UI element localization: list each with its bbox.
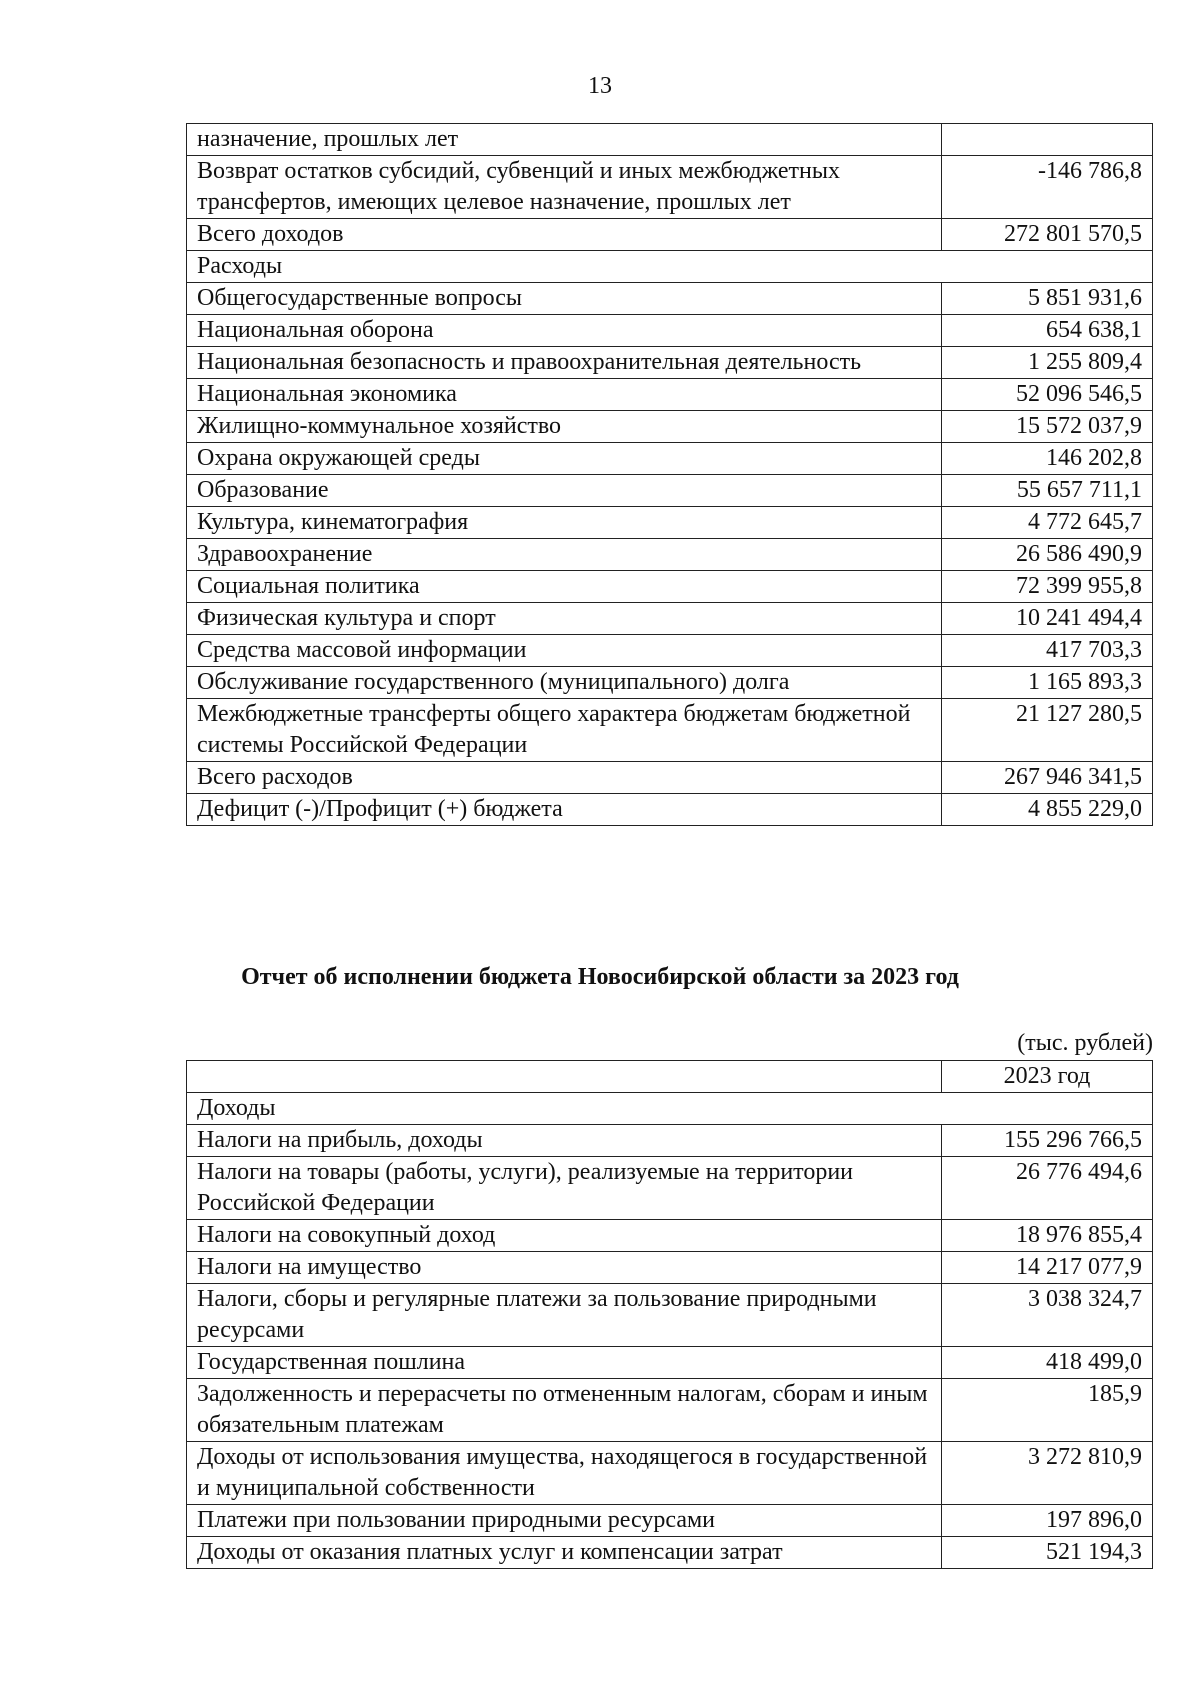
row-label-cell: Национальная безопасность и правоохранительная деятельность (187, 347, 942, 379)
row-value-cell (942, 124, 1153, 156)
table-header-row (187, 1061, 1153, 1093)
table-row (187, 1379, 1153, 1442)
row-label-cell: Социальная политика (187, 571, 942, 603)
table-row (187, 1220, 1153, 1252)
row-label-cell: Жилищно-коммунальное хозяйство (187, 411, 942, 443)
row-label-cell: Национальная оборона (187, 315, 942, 347)
budget-report-table (186, 1060, 1153, 1569)
row-label-cell: Задолженность и перерасчеты по отмененным налогам, сборам и иным обязательным платежам (187, 1379, 942, 1442)
table-row (187, 1093, 1153, 1125)
table-row (187, 156, 1153, 219)
row-label-cell: Налоги, сборы и регулярные платежи за пользование природными ресурсами (187, 1284, 942, 1347)
row-label-cell: Здравоохранение (187, 539, 942, 571)
row-label-cell: Налоги на совокупный доход (187, 1220, 942, 1252)
table-row (187, 762, 1153, 794)
section-title: Отчет об исполнении бюджета Новосибирской области за 2023 год (241, 964, 959, 990)
row-value-cell: 3 038 324,7 (942, 1284, 1153, 1347)
table-row (187, 1125, 1153, 1157)
row-label-cell: назначение, прошлых лет (187, 124, 942, 156)
row-label-cell: Платежи при пользовании природными ресурсами (187, 1505, 942, 1537)
table-row (187, 1284, 1153, 1347)
row-value-cell: 26 586 490,9 (942, 539, 1153, 571)
row-value-cell: 185,9 (942, 1379, 1153, 1442)
table-row (187, 667, 1153, 699)
row-value-cell: 1 255 809,4 (942, 347, 1153, 379)
table-row (187, 603, 1153, 635)
table-row (187, 1442, 1153, 1505)
row-value-cell: 654 638,1 (942, 315, 1153, 347)
row-label-cell: Охрана окружающей среды (187, 443, 942, 475)
table-row (187, 507, 1153, 539)
table-row (187, 1347, 1153, 1379)
row-value-cell: 272 801 570,5 (942, 219, 1153, 251)
table-row (187, 219, 1153, 251)
row-value-cell: 418 499,0 (942, 1347, 1153, 1379)
table-row (187, 699, 1153, 762)
row-label-cell: Государственная пошлина (187, 1347, 942, 1379)
row-value-cell: 55 657 711,1 (942, 475, 1153, 507)
row-label-cell: Межбюджетные трансферты общего характера бюджетам бюджетной системы Российской Федерации (187, 699, 942, 762)
row-value-cell: 26 776 494,6 (942, 1157, 1153, 1220)
row-value-cell: 10 241 494,4 (942, 603, 1153, 635)
table-row (187, 315, 1153, 347)
table-row (187, 1505, 1153, 1537)
row-label-cell: Образование (187, 475, 942, 507)
row-value-cell: 5 851 931,6 (942, 283, 1153, 315)
table-row (187, 411, 1153, 443)
table-row (187, 251, 1153, 283)
row-label-cell: Налоги на имущество (187, 1252, 942, 1284)
row-value-cell: 267 946 341,5 (942, 762, 1153, 794)
row-value-cell: 4 772 645,7 (942, 507, 1153, 539)
table-row (187, 571, 1153, 603)
row-label-cell: Национальная экономика (187, 379, 942, 411)
row-value-cell: -146 786,8 (942, 156, 1153, 219)
units-label: (тыс. рублей) (1017, 1030, 1153, 1056)
row-value-cell: 197 896,0 (942, 1505, 1153, 1537)
row-label-cell: Культура, кинематография (187, 507, 942, 539)
row-label-cell: Налоги на прибыль, доходы (187, 1125, 942, 1157)
table-row (187, 124, 1153, 156)
table-row (187, 347, 1153, 379)
table-row (187, 443, 1153, 475)
row-label-cell: Физическая культура и спорт (187, 603, 942, 635)
header-label-cell (187, 1061, 942, 1093)
row-value-cell: 3 272 810,9 (942, 1442, 1153, 1505)
section-heading-cell: Доходы (187, 1093, 1153, 1125)
row-value-cell: 155 296 766,5 (942, 1125, 1153, 1157)
section-heading-cell: Расходы (187, 251, 1153, 283)
table-row (187, 539, 1153, 571)
row-label-cell: Всего доходов (187, 219, 942, 251)
table-row (187, 1252, 1153, 1284)
row-value-cell: 146 202,8 (942, 443, 1153, 475)
table-row (187, 475, 1153, 507)
table-row (187, 635, 1153, 667)
row-value-cell: 21 127 280,5 (942, 699, 1153, 762)
row-label-cell: Налоги на товары (работы, услуги), реализуемые на территории Российской Федерации (187, 1157, 942, 1220)
row-label-cell: Возврат остатков субсидий, субвенций и иных межбюджетных трансфертов, имеющих целевое назначение, прошлых лет (187, 156, 942, 219)
row-value-cell: 72 399 955,8 (942, 571, 1153, 603)
table-bottom-body (187, 1093, 1153, 1569)
table-row (187, 1157, 1153, 1220)
row-value-cell: 417 703,3 (942, 635, 1153, 667)
row-value-cell: 14 217 077,9 (942, 1252, 1153, 1284)
row-label-cell: Средства массовой информации (187, 635, 942, 667)
header-year-cell: 2023 год (942, 1061, 1153, 1093)
row-value-cell: 1 165 893,3 (942, 667, 1153, 699)
table-row (187, 1537, 1153, 1569)
table-row (187, 379, 1153, 411)
row-label-cell: Общегосударственные вопросы (187, 283, 942, 315)
table-top-body (187, 124, 1153, 826)
row-value-cell: 18 976 855,4 (942, 1220, 1153, 1252)
row-label-cell: Всего расходов (187, 762, 942, 794)
table-row (187, 794, 1153, 826)
row-value-cell: 15 572 037,9 (942, 411, 1153, 443)
row-value-cell: 4 855 229,0 (942, 794, 1153, 826)
row-label-cell: Обслуживание государственного (муниципального) долга (187, 667, 942, 699)
table-row (187, 283, 1153, 315)
row-value-cell: 521 194,3 (942, 1537, 1153, 1569)
row-value-cell: 52 096 546,5 (942, 379, 1153, 411)
budget-table-continuation (186, 123, 1153, 826)
row-label-cell: Доходы от использования имущества, находящегося в государственной и муниципальной собственности (187, 1442, 942, 1505)
page-number: 13 (588, 73, 612, 99)
row-label-cell: Дефицит (-)/Профицит (+) бюджета (187, 794, 942, 826)
row-label-cell: Доходы от оказания платных услуг и компенсации затрат (187, 1537, 942, 1569)
